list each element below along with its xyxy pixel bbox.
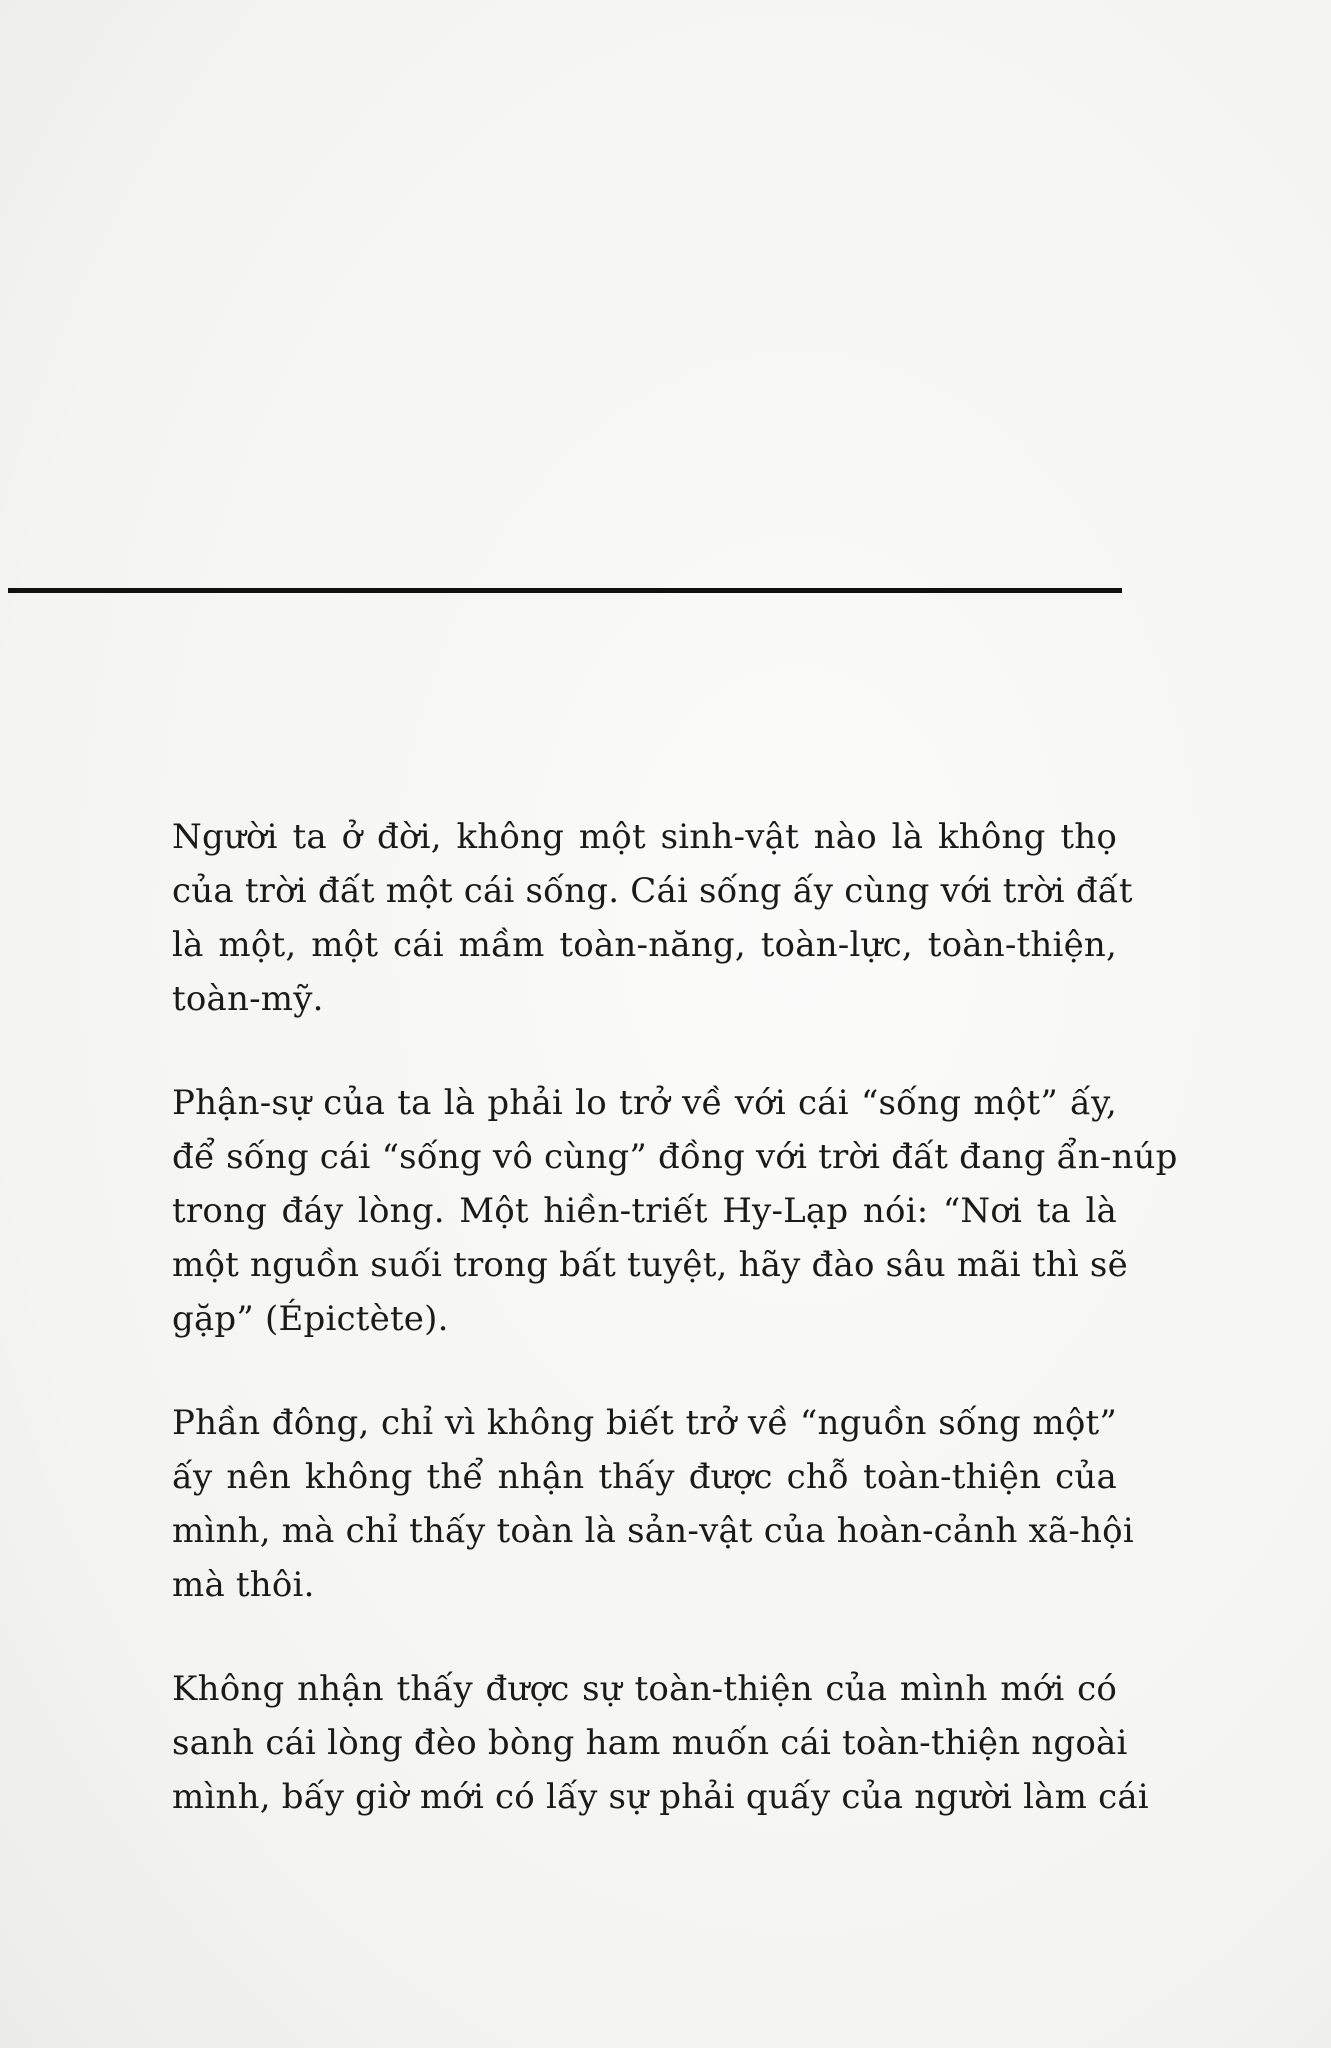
paragraph xyxy=(172,1396,1134,1612)
text-line: Không nhận thấy được sự toàn-thiện của mình mới có xyxy=(172,1669,1117,1709)
text-line: để sống cái “sống vô cùng” đồng với trời đất đang ẩn-núp xyxy=(172,1137,1178,1177)
text-line: Người ta ở đời, không một sinh-vật nào là không thọ xyxy=(172,817,1117,857)
paragraph xyxy=(172,1076,1178,1346)
paragraph xyxy=(172,1662,1149,1824)
body-text xyxy=(172,810,1178,1874)
text-line: Phần đông, chỉ vì không biết trở về “nguồn sống một” xyxy=(172,1403,1117,1443)
text-line: Phận-sự của ta là phải lo trở về với cái “sống một” ấy, xyxy=(172,1083,1117,1123)
text-line: của trời đất một cái sống. Cái sống ấy cùng với trời đất xyxy=(172,871,1133,911)
text-line: mình, mà chỉ thấy toàn là sản-vật của hoàn-cảnh xã-hội xyxy=(172,1511,1134,1551)
text-line: là một, một cái mầm toàn-năng, toàn-lực, toàn-thiện, xyxy=(172,925,1117,965)
text-line: mình, bấy giờ mới có lấy sự phải quấy của người làm cái xyxy=(172,1777,1149,1817)
text-line: toàn-mỹ. xyxy=(172,979,324,1019)
text-line: ấy nên không thể nhận thấy được chỗ toàn-thiện của xyxy=(172,1457,1117,1497)
text-line: gặp” (Épictète). xyxy=(172,1299,449,1339)
text-line: một nguồn suối trong bất tuyệt, hãy đào sâu mãi thì sẽ xyxy=(172,1245,1128,1285)
text-line: mà thôi. xyxy=(172,1565,315,1605)
horizontal-rule xyxy=(8,588,1122,593)
paragraph xyxy=(172,810,1133,1026)
text-line: trong đáy lòng. Một hiền-triết Hy-Lạp nói: “Nơi ta là xyxy=(172,1191,1117,1231)
text-line: sanh cái lòng đèo bòng ham muốn cái toàn-thiện ngoài xyxy=(172,1723,1128,1763)
